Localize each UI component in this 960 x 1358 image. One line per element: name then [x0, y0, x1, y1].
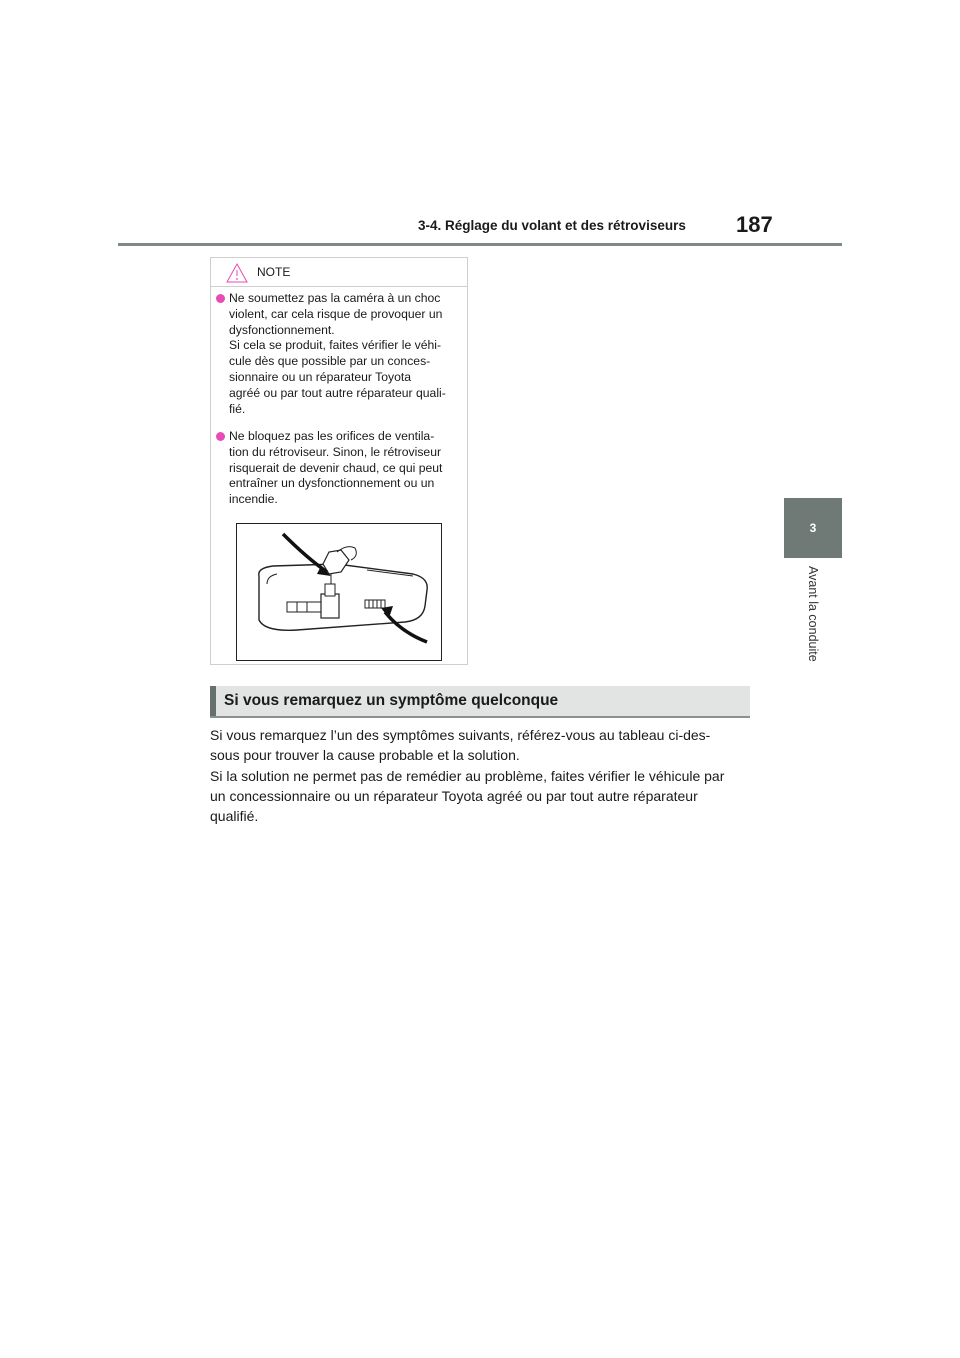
paragraph-line: qualifié.: [210, 808, 259, 824]
section-accent: [210, 686, 216, 716]
section-heading-bar: [210, 686, 750, 718]
header-divider: [118, 243, 842, 246]
note-line: Ne bloquez pas les orifices de ventila-: [229, 429, 435, 443]
page-number: 187: [736, 212, 773, 237]
header-section-title: 3-4. Réglage du volant et des rétroviseurs: [418, 218, 686, 233]
note-line: fié.: [229, 401, 246, 416]
bullet-icon: [216, 432, 225, 441]
warning-triangle-icon: [226, 263, 248, 283]
section-title: Si vous remarquez un symptôme quelconque: [224, 692, 559, 709]
paragraph-line: un concessionnaire ou un réparateur Toyota agréé ou par tout autre réparateur: [210, 788, 698, 804]
chapter-number: 3: [809, 521, 817, 535]
paragraph-line: Si vous remarquez l’un des symptômes suivants, référez-vous au tableau ci-des-: [210, 727, 711, 743]
rear-view-mirror-illustration: [236, 523, 442, 661]
body-paragraph: [210, 725, 750, 765]
note-line: sionnaire ou un réparateur Toyota: [229, 369, 412, 384]
note-line: incendie.: [229, 492, 278, 507]
note-line: entraîner un dysfonctionnement ou un: [229, 476, 435, 491]
bullet-icon: [216, 294, 225, 303]
note-line: dysfonctionnement.: [229, 322, 335, 337]
body-paragraph: [210, 766, 750, 826]
mirror-drawing: [237, 524, 441, 660]
note-title: NOTE: [257, 265, 291, 279]
note-item: [216, 291, 464, 417]
note-header: [211, 258, 467, 287]
note-item: [216, 429, 464, 508]
chapter-side-label: [784, 558, 842, 678]
note-line: tion du rétroviseur. Sinon, le rétroviseur: [229, 444, 442, 459]
note-line: cule dès que possible par un conces-: [229, 354, 431, 369]
chapter-tab: [784, 498, 842, 558]
note-line: agréé ou par tout autre réparateur quali-: [229, 385, 446, 400]
note-line: violent, car cela risque de provoquer un: [229, 306, 443, 321]
note-line: Si cela se produit, faites vérifier le véhi-: [229, 338, 442, 353]
note-line: risquerait de devenir chaud, ce qui peut: [229, 460, 443, 475]
paragraph-line: Si la solution ne permet pas de remédier au problème, faites vérifier le véhicule par: [210, 768, 725, 784]
note-line: Ne soumettez pas la caméra à un choc: [229, 291, 441, 305]
chapter-name: Avant la conduite: [806, 566, 820, 662]
paragraph-line: sous pour trouver la cause probable et la solution.: [210, 747, 520, 763]
